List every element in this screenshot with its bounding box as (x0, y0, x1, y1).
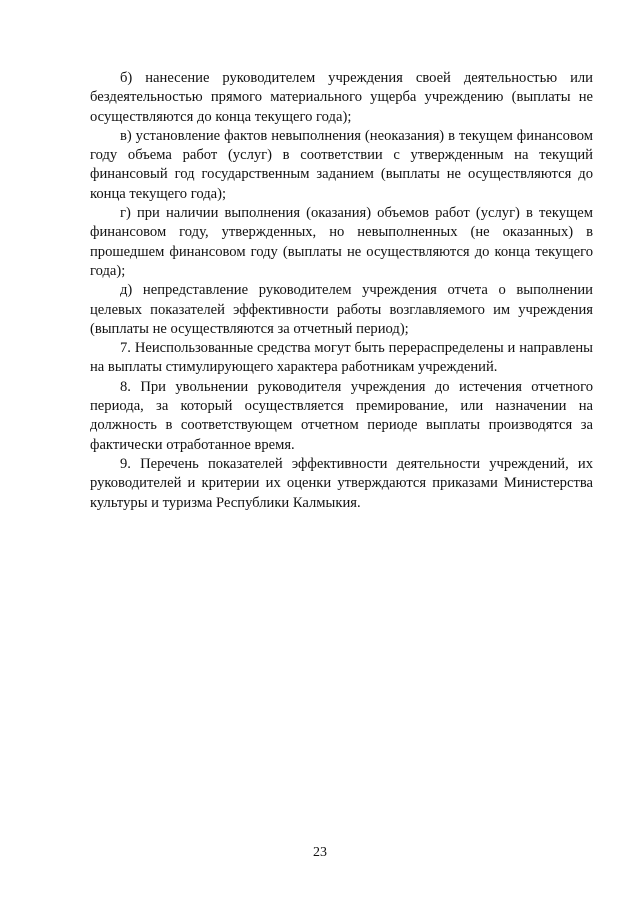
page-number: 23 (313, 845, 327, 860)
paragraph-v: в) установление фактов невыполнения (неоказания) в текущем финансовом году объема работ (услуг) в соответствии с утвержденным на текущий финансовый год государственным заданием (выплаты не осуществляются до конца текущего года); (90, 127, 593, 202)
document-body (90, 69, 593, 513)
paragraph-8: 8. При увольнении руководителя учреждения до истечения отчетного периода, за который осуществляется премирование, или назначении на должность в соответствующем отчетном периоде выплаты производятся за фактически отработанное время. (90, 378, 593, 453)
paragraph-9: 9. Перечень показателей эффективности деятельности учреждений, их руководителей и критерии их оценки утверждаются приказами Министерства культуры и туризма Республики Калмыкия. (90, 455, 593, 511)
paragraph-g: г) при наличии выполнения (оказания) объемов работ (услуг) в текущем финансовом году, утвержденных, но невыполненных (не оказанных) в прошедшем финансовом году (выплаты не осуществляются до конца текущего года); (90, 205, 593, 279)
paragraph-d: д) непредставление руководителем учреждения отчета о выполнении целевых показателей эффективности работы возглавляемого им учреждения (выплаты не осуществляются за отчетный период); (90, 282, 593, 337)
paragraph-b: б) нанесение руководителем учреждения своей деятельностью или бездеятельностью прямого материального ущерба учреждению (выплаты не осуществляются до конца текущего года); (90, 70, 593, 125)
paragraph-7: 7. Неиспользованные средства могут быть перераспределены и направлены на выплаты стимулирующего характера работникам учреждений. (90, 340, 593, 376)
